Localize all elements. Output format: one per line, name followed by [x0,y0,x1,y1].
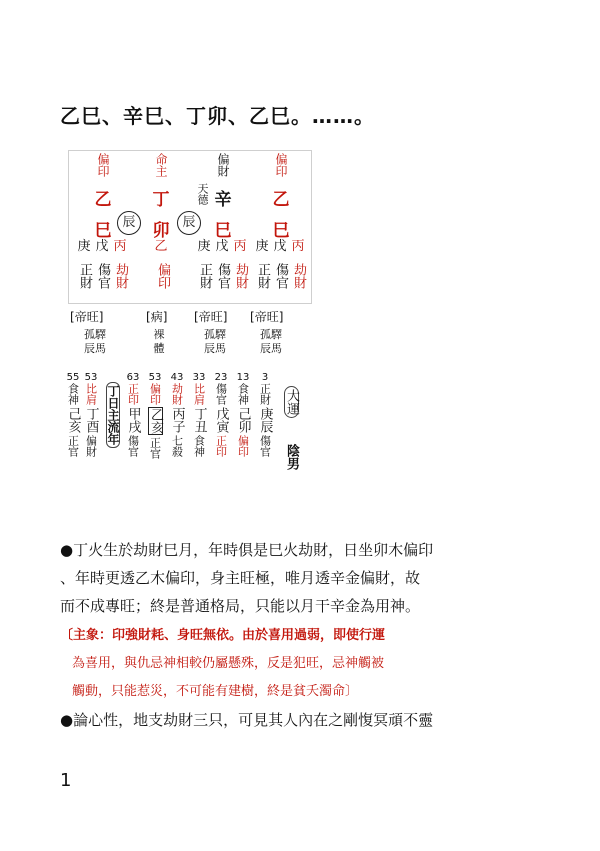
star-day: 裸 體 [153,328,165,356]
hidden-stems-hour: 庚 戊 丙 [255,239,305,254]
paragraph-3: ●論心性，地支劫財三只，可見其人內在之剛愎冥頑不靈 [60,711,434,729]
tiande-note: 天德 [196,183,209,205]
dayun-item-3: 23 傷官 戊寅 正印 [213,372,229,457]
star-hour: 孤驛 辰馬 [260,328,282,356]
chart-column-year [89,153,117,241]
ten-god-label: 偏印 [96,153,110,177]
hidden-stems-year: 庚 戊 丙 [77,239,127,254]
star-month: 孤驛 辰馬 [204,328,226,356]
year-note: 丁日主流年 [106,382,120,448]
hidden-gods-day: 偏印 [155,263,170,289]
stage-year: [帝旺] [70,310,104,324]
chart-column-day-master [147,153,175,241]
dayun-label: 大運 [284,386,299,418]
ten-god-label: 偏印 [274,153,288,177]
dayun-gender: 陰男 [284,444,299,470]
earthly-branch: 巳 [214,221,232,241]
paragraph-1: ●丁火生於劫財巳月，年時俱是巳火劫財，日坐卯木偏印 、年時更透乙木偏印，身主旺極，唯月透辛金偏財，故 而不成專旺；終是普通格局，只能以月干辛金為用神。 [60,541,434,615]
paragraph-2: 〔主象：印強財耗、身旺無依。由於喜用過弱，即使行運 為喜用，與仇忌神相較仍屬懸殊，反是犯旺，忌神觸被 觸動，只能惹災，不可能有建樹，終是貧夭濁命〕 [60,628,386,699]
hidden-stems-day: 乙 [154,239,168,254]
dayun-item-6: 53 偏印 乙亥 正官 [148,372,163,459]
stage-month: [帝旺] [194,310,228,324]
dayun-item-9: 55 食神 己亥 正官 [65,372,81,457]
dayun-table [66,372,306,492]
heavenly-stem: 乙 [94,190,112,210]
ten-god-label: 偏財 [216,153,230,177]
heavenly-stem: 丁 [152,190,170,210]
circled-branch: 辰 [177,211,201,235]
circled-branch: 辰 [117,211,141,235]
dayun-item-7: 63 正印 甲戌 傷官 [125,372,141,457]
dayun-item-5: 43 劫財 丙子 七殺 [169,372,185,457]
section-heading: 乙巳、辛巳、丁卯、乙巳。……。 [60,104,375,128]
heavenly-stem: 乙 [272,190,290,210]
stage-hour: [帝旺] [250,310,284,324]
dayun-item-4: 33 比肩 丁丑 食神 [191,372,207,457]
bazi-chart [68,150,312,304]
hidden-gods-year: 正財 傷官 劫財 [77,263,128,289]
chart-column-month [209,153,237,241]
earthly-branch: 巳 [94,221,112,241]
hidden-gods-month: 正財 傷官 劫財 [197,263,248,289]
dayun-item-8: 53 比肩 丁酉 偏財 [83,372,99,457]
earthly-branch: 巳 [272,221,290,241]
chart-column-hour [267,153,295,241]
hidden-stems-month: 庚 戊 丙 [197,239,247,254]
star-year: 孤驛 辰馬 [84,328,106,356]
ten-god-label: 命主 [154,153,168,177]
hidden-gods-hour: 正財 傷官 劫財 [255,263,306,289]
earthly-branch: 卯 [152,221,170,241]
stage-day: [病] [146,310,168,324]
page-number: 1 [60,770,72,791]
heavenly-stem: 辛 [214,190,232,210]
dayun-item-2: 13 食神 己卯 偏印 [235,372,251,457]
dayun-item-1: 3 正財 庚辰 傷官 [257,372,273,457]
